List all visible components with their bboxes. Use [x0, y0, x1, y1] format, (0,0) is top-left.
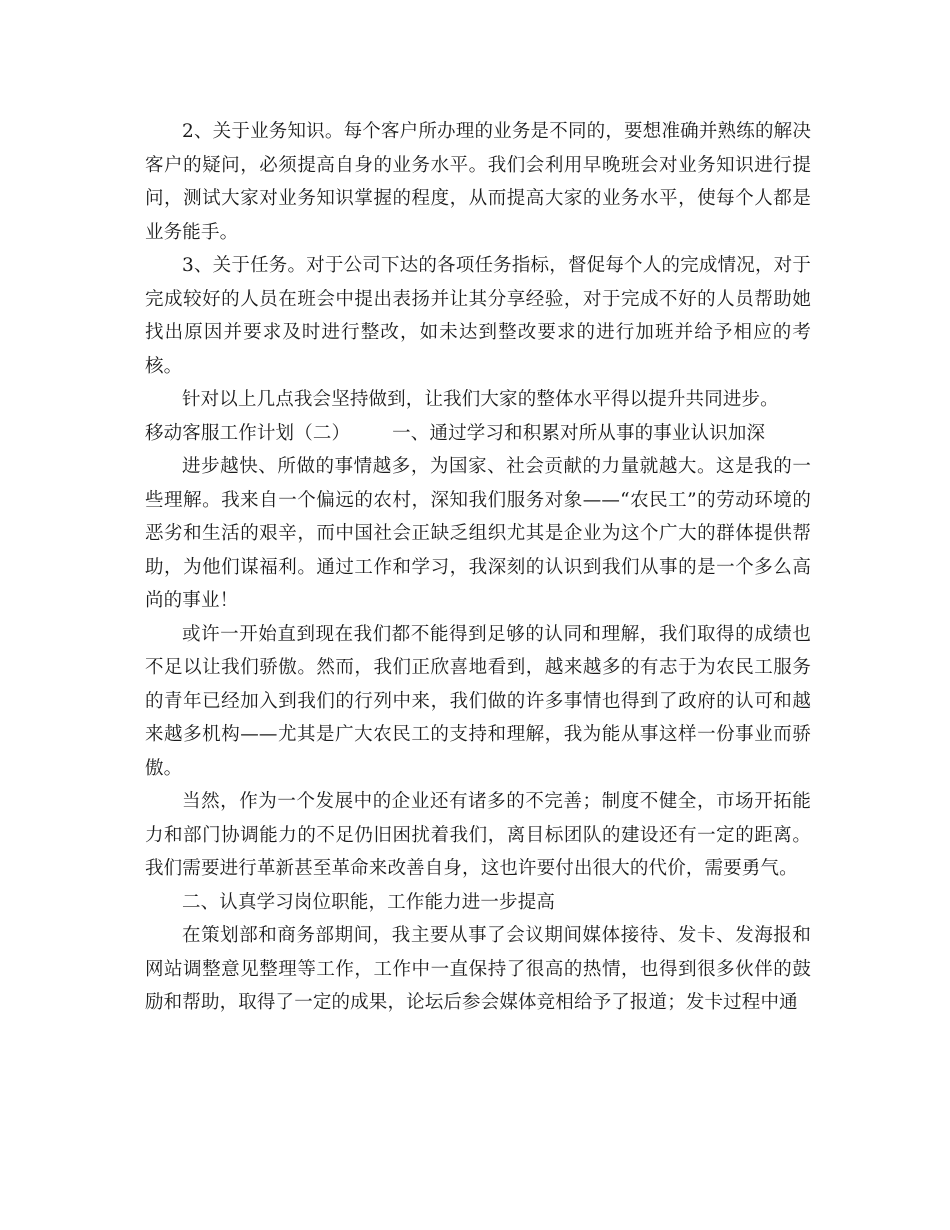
- paragraph-tasks: 3、关于任务。对于公司下达的各项任务指标，督促每个人的完成情况，对于完成较好的人员在班会中提出表扬并让其分享经验，对于完成不好的人员帮助她找出原因并要求及时进行整改，如未达到整改要求的进行加班并给予相应的考核。: [145, 255, 811, 377]
- section-two-title: 二、认真学习岗位职能，工作能力进一步提高: [182, 891, 556, 913]
- paragraph-business-knowledge: 2、关于业务知识。每个客户所办理的业务是不同的，要想准确并熟练的解决客户的疑问，必须提高自身的业务水平。我们会利用早晚班会对业务知识进行提问，测试大家对业务知识掌握的程度，从而提高大家的业务水平，使每个人都是业务能手。: [145, 121, 811, 243]
- paragraph-imperfections: 当然，作为一个发展中的企业还有诸多的不完善；制度不健全，市场开拓能力和部门协调能力的不足仍旧困扰着我们，离目标团队的建设还有一定的距离。我们需要进行革新甚至革命来改善自身，这也许要付出很大的代价，需要勇气。: [145, 791, 811, 879]
- document-body: [145, 115, 811, 1020]
- section-heading: [145, 417, 811, 451]
- paragraph-work-experience: 在策划部和商务部期间，我主要从事了会议期间媒体接待、发卡、发海报和网站调整意见整理等工作，工作中一直保持了很高的热情，也得到很多伙伴的鼓励和帮助，取得了一定的成果，论坛后参会媒体竞相给予了报道；发卡过程中通: [145, 925, 811, 1013]
- plan-title: 移动客服工作计划（二）: [145, 422, 351, 444]
- paragraph-understanding: 进步越快、所做的事情越多，为国家、社会贡献的力量就越大。这是我的一些理解。我来自一个偏远的农村，深知我们服务对象——“农民工”的劳动环境的恶劣和生活的艰辛，而中国社会正缺乏组织尤其是企业为这个广大的群体提供帮助，为他们谋福利。通过工作和学习，我深刻的认识到我们从事的是一个多么高尚的事业！: [145, 456, 811, 611]
- paragraph-recognition: 或许一开始直到现在我们都不能得到足够的认同和理解，我们取得的成绩也不足以让我们骄傲。然而，我们正欣喜地看到，越来越多的有志于为农民工服务的青年已经加入到我们的行列中来，我们做的许多事情也得到了政府的认可和越来越多机构——尤其是广大农民工的支持和理解，我为能从事这样一份事业而骄傲。: [145, 623, 811, 779]
- paragraph-commitment: 针对以上几点我会坚持做到，让我们大家的整体水平得以提升共同进步。: [182, 389, 779, 410]
- section-one-title: 一、通过学习和积累对所从事的事业认识加深: [392, 422, 766, 444]
